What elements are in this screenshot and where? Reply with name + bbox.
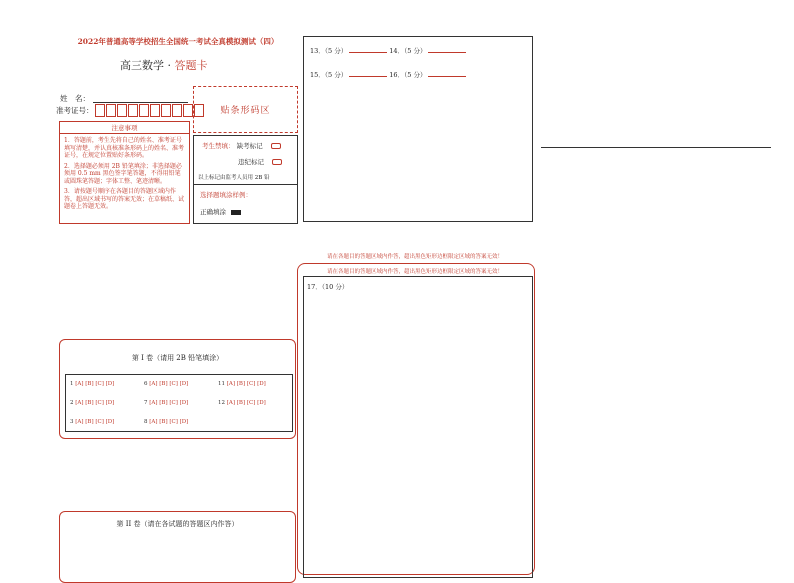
id-digit-box[interactable] [172, 104, 182, 117]
barcode-area: 贴条形码区 [193, 86, 298, 133]
status-label: 考生禁填： [202, 142, 235, 150]
sample-box [193, 184, 298, 224]
q17-answer-area[interactable] [303, 276, 533, 578]
exam-title: 2022年普通高等学校招生全国统一考试全真模拟测试（四） [77, 37, 279, 46]
warning-text: 请在各题目的答题区域内作答，超出黑色矩形边框限定区域的答案无效！ [326, 254, 503, 260]
part2-frame [59, 511, 296, 583]
absent-checkbox[interactable] [271, 143, 281, 149]
mc-options[interactable]: [A] [B] [C] [D] [226, 400, 266, 406]
mc-options[interactable]: [A] [B] [C] [D] [226, 381, 266, 387]
subject-prefix: 高三数学 · [120, 59, 175, 72]
mc-item[interactable]: 3 [A] [B] [C] [D] [70, 419, 115, 425]
id-digit-box[interactable] [150, 104, 160, 117]
subject-suffix: 答题卡 [174, 59, 208, 72]
q15-label: 15．（5 分） [310, 71, 348, 79]
q13-answer-line[interactable] [349, 52, 387, 53]
mc-options[interactable]: [A] [B] [C] [D] [149, 400, 189, 406]
fill-blank-box [303, 36, 533, 222]
sample-title: 选择题填涂样例： [200, 191, 252, 199]
status-note: 以上标记由监考人员用 2B 铅 [198, 175, 270, 181]
id-digit-box[interactable] [128, 104, 138, 117]
notice-item: 1．答题前，考生先将自己的姓名、准考证号填写清楚，并认真核准条形码上的姓名、准考证号，在规定位置贴好条形码。 [64, 137, 185, 159]
q13-14-row [310, 46, 468, 55]
sample-correct [200, 207, 241, 216]
q16-answer-line[interactable] [428, 76, 466, 77]
name-field[interactable] [93, 102, 188, 103]
id-digit-box[interactable] [139, 104, 149, 117]
sample-correct-label: 正确填涂 [200, 208, 226, 216]
notice-heading: 注意事项 [60, 122, 189, 134]
notice-box [59, 121, 190, 224]
mc-options[interactable]: [A] [B] [C] [D] [149, 381, 189, 387]
q14-answer-line[interactable] [428, 52, 466, 53]
q14-label: 14．（5 分） [389, 47, 427, 55]
part2-heading: 第 II 卷（请在各试题的答题区内作答） [116, 520, 239, 528]
q15-16-row [310, 70, 468, 79]
mc-options[interactable]: [A] [B] [C] [D] [149, 419, 189, 425]
mc-item[interactable]: 6 [A] [B] [C] [D] [144, 381, 189, 387]
q15-answer-line[interactable] [349, 76, 387, 77]
id-boxes[interactable] [95, 104, 205, 116]
id-digit-box[interactable] [117, 104, 127, 117]
status-box [193, 135, 298, 185]
warning-text: 请在各题目的答题区域内作答，超出黑色矩形边框限定区域的答案无效！ [326, 269, 503, 275]
mc-item[interactable]: 8 [A] [B] [C] [D] [144, 419, 189, 425]
mc-item[interactable]: 11 [A] [B] [C] [D] [218, 381, 266, 387]
status-row-absent [202, 141, 281, 150]
q16-label: 16．（5 分） [389, 71, 427, 79]
violation-checkbox[interactable] [272, 159, 282, 165]
mc-options[interactable]: [A] [B] [C] [D] [75, 400, 115, 406]
multiple-choice-grid [65, 374, 293, 432]
mc-item[interactable]: 1 [A] [B] [C] [D] [70, 381, 115, 387]
name-label: 姓 名： [60, 94, 90, 103]
filled-mark-icon [231, 210, 241, 215]
mc-item[interactable]: 12 [A] [B] [C] [D] [218, 400, 266, 406]
subject-title [120, 57, 208, 73]
mc-options[interactable]: [A] [B] [C] [D] [75, 419, 115, 425]
notice-item: 3．请按题号顺序在各题目的答题区域内作答，超出区域书写的答案无效；在草稿纸、试题卷上答题无效。 [64, 188, 185, 210]
mc-item[interactable]: 2 [A] [B] [C] [D] [70, 400, 115, 406]
q13-label: 13．（5 分） [310, 47, 348, 55]
violation-label: 违纪标记 [238, 158, 264, 166]
part1-heading: 第 I 卷（请用 2B 铅笔填涂） [131, 354, 224, 362]
q17-label: 17．（10 分） [307, 283, 349, 291]
id-digit-box[interactable] [161, 104, 171, 117]
id-digit-box[interactable] [106, 104, 116, 117]
id-digit-box[interactable] [95, 104, 105, 117]
mc-item[interactable]: 7 [A] [B] [C] [D] [144, 400, 189, 406]
status-row-violation [238, 157, 282, 166]
divider-line [541, 147, 771, 148]
notice-item: 2．选择题必须用 2B 铅笔填涂；非选择题必须用 0.5 mm 黑色签字笔答题，不得用铅笔或圆珠笔答题；字体工整、笔迹清晰。 [64, 162, 182, 185]
id-digit-box[interactable] [183, 104, 193, 117]
id-label: 准考证号： [56, 106, 94, 115]
absent-label: 缺考标记 [236, 142, 263, 150]
mc-options[interactable]: [A] [B] [C] [D] [75, 381, 115, 387]
